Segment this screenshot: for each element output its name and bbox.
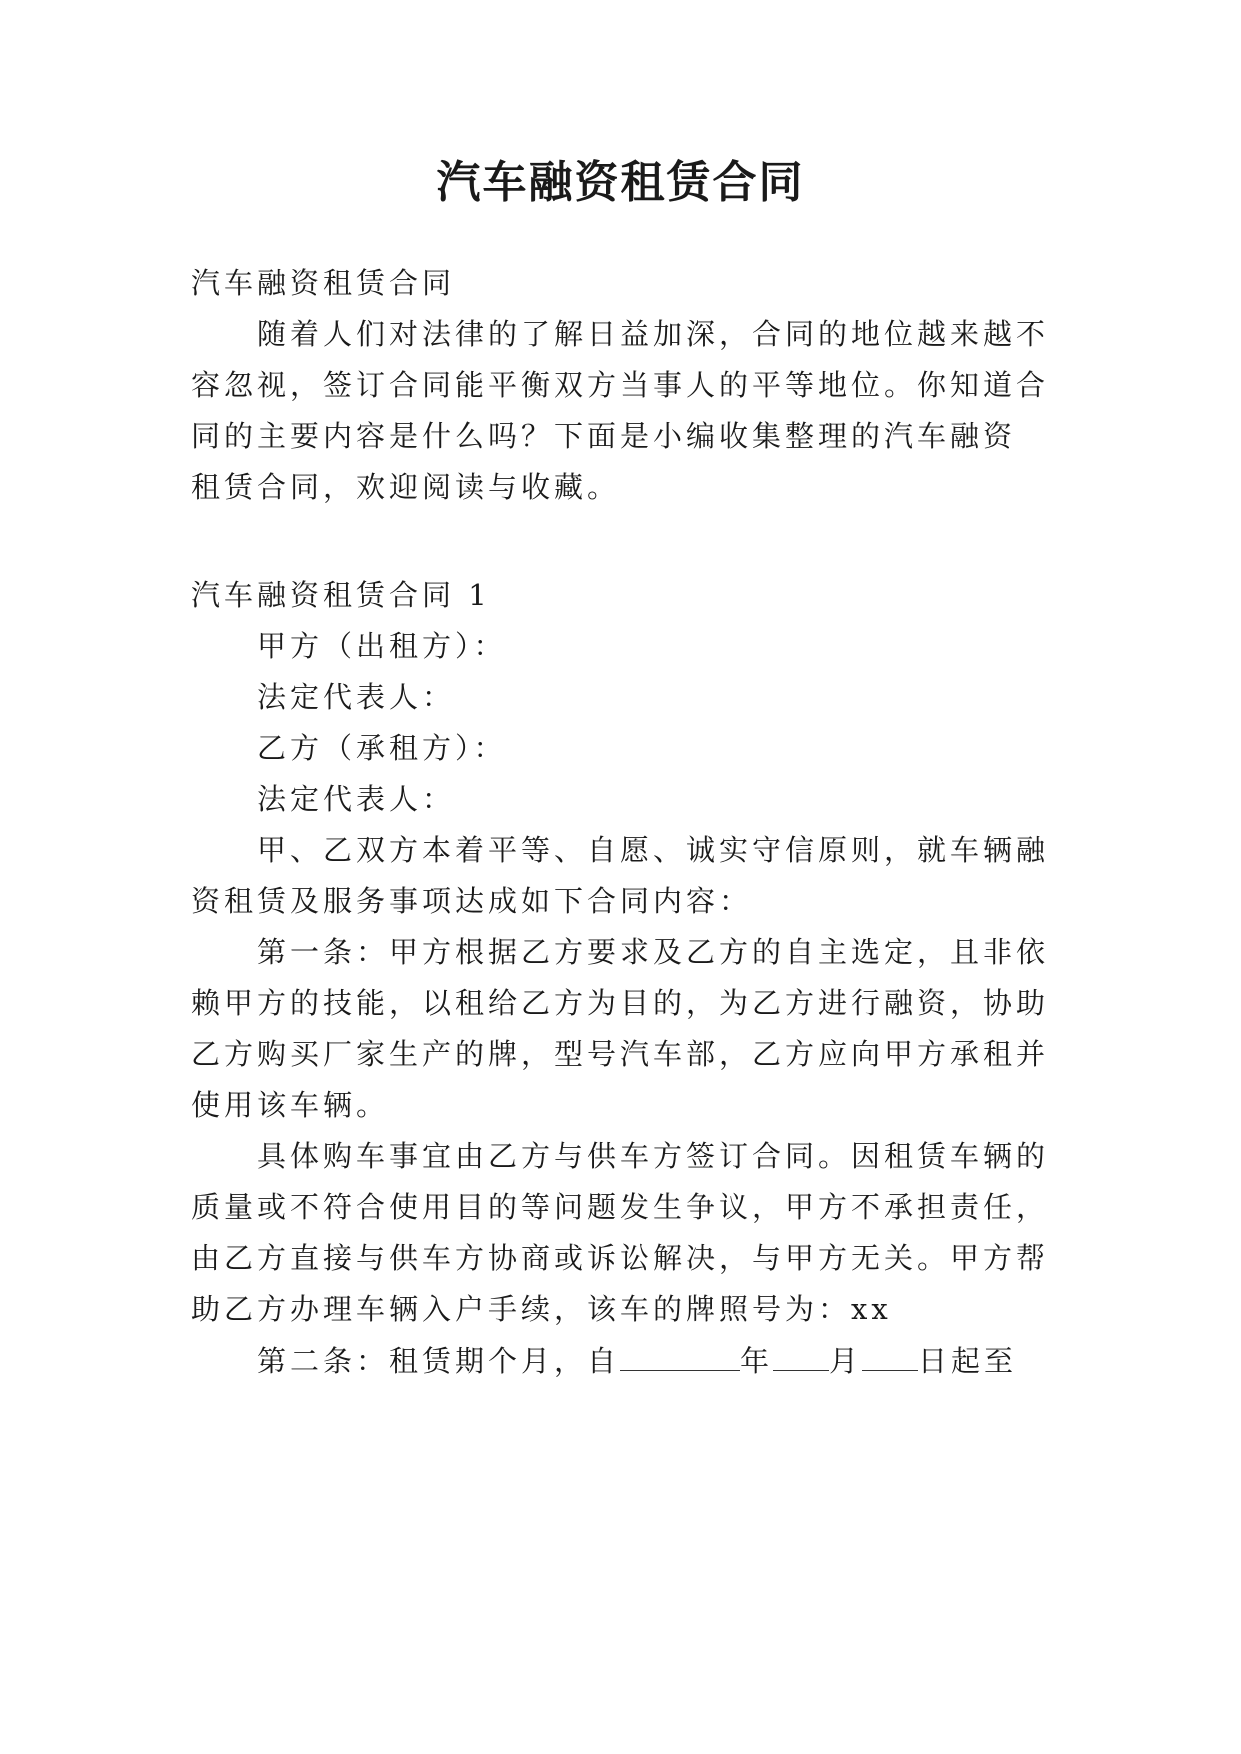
day-suffix: 日起至 bbox=[918, 1344, 1018, 1378]
article-1-detail-line: 由乙方直接与供车方协商或诉讼解决，与甲方无关。甲方帮 bbox=[191, 1241, 1050, 1275]
party-b-representative-label: 法定代表人： bbox=[257, 782, 456, 816]
article-1-line: 第一条：甲方根据乙方要求及乙方的自主选定，且非依 bbox=[257, 935, 1050, 969]
month-blank bbox=[773, 1340, 829, 1371]
year-blank bbox=[620, 1340, 740, 1371]
article-1-line: 使用该车辆。 bbox=[191, 1088, 390, 1122]
article-2-line bbox=[257, 1340, 1017, 1380]
article-2-prefix: 第二条：租赁期个月，自 bbox=[257, 1344, 621, 1378]
day-blank bbox=[862, 1340, 918, 1371]
intro-paragraph-line: 租赁合同，欢迎阅读与收藏。 bbox=[191, 470, 621, 504]
intro-paragraph-line: 同的主要内容是什么吗？下面是小编收集整理的汽车融资 bbox=[191, 419, 1017, 453]
intro-paragraph-line: 容忽视，签订合同能平衡双方当事人的平等地位。你知道合 bbox=[191, 368, 1050, 402]
party-b-label: 乙方（承租方）： bbox=[257, 731, 507, 765]
preamble-line: 甲、乙双方本着平等、自愿、诚实守信原则，就车辆融 bbox=[257, 833, 1050, 867]
document-title: 汽车融资租赁合同 bbox=[436, 157, 805, 208]
intro-heading: 汽车融资租赁合同 bbox=[191, 266, 456, 300]
party-a-label: 甲方（出租方）： bbox=[257, 629, 507, 663]
year-label: 年 bbox=[740, 1344, 774, 1378]
article-1-detail-line: 具体购车事宜由乙方与供车方签订合同。因租赁车辆的 bbox=[257, 1139, 1050, 1173]
article-1-line: 乙方购买厂家生产的牌，型号汽车部，乙方应向甲方承租并 bbox=[191, 1037, 1050, 1071]
month-label: 月 bbox=[829, 1344, 863, 1378]
article-1-line: 赖甲方的技能，以租给乙方为目的，为乙方进行融资，协助 bbox=[191, 986, 1050, 1020]
party-a-representative-label: 法定代表人： bbox=[257, 680, 456, 714]
article-1-detail-line: 助乙方办理车辆入户手续，该车的牌照号为：xx bbox=[191, 1292, 892, 1326]
preamble-line: 资租赁及服务事项达成如下合同内容： bbox=[191, 884, 753, 918]
article-1-detail-line: 质量或不符合使用目的等问题发生争议，甲方不承担责任， bbox=[191, 1190, 1050, 1224]
intro-paragraph-line: 随着人们对法律的了解日益加深，合同的地位越来越不 bbox=[257, 317, 1050, 351]
contract-heading: 汽车融资租赁合同 1 bbox=[191, 578, 491, 612]
